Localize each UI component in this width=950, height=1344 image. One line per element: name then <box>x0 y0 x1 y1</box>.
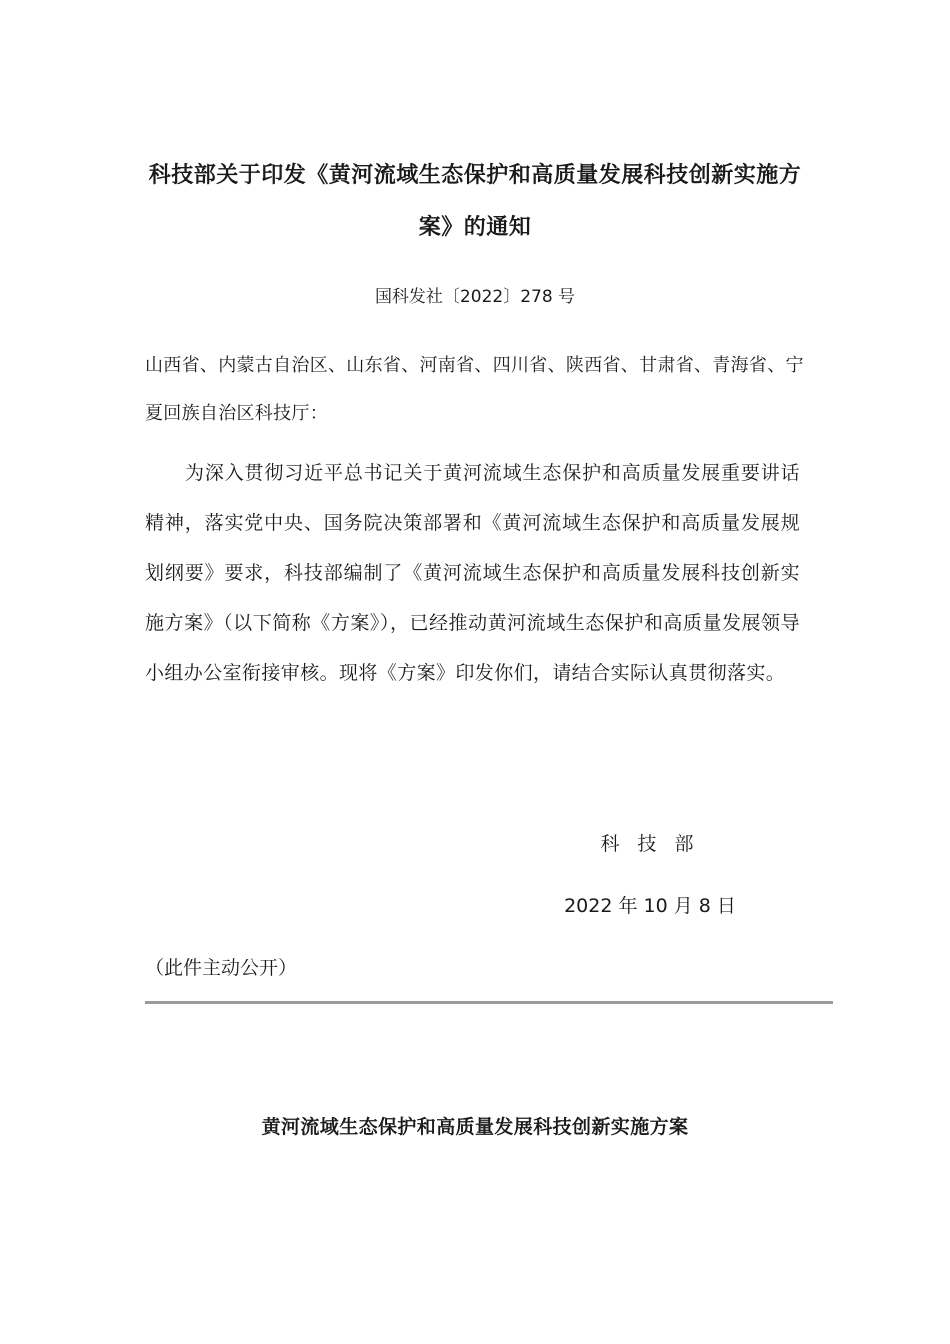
section-divider <box>145 1001 833 1004</box>
recipients-line: 山西省、内蒙古自治区、山东省、河南省、四川省、陕西省、甘肃省、青海省、宁夏回族自治区科技厅： <box>145 355 804 424</box>
issuer-signature: 科 技 部 <box>600 833 700 855</box>
notice-body: 为深入贯彻习近平总书记关于黄河流域生态保护和高质量发展重要讲话精神，落实党中央、国务院决策部署和《黄河流域生态保护和高质量发展规划纲要》要求，科技部编制了《黄河流域生态保护和高质量发展科技创新实施方案》（以下简称《方案》），已经推动黄河流域生态保护和高质量发展领导小组办公室衔接审核。现将《方案》印发你们，请结合实际认真贯彻落实。 <box>145 462 800 684</box>
document-number: 国科发社〔2022〕278 号 <box>374 287 576 307</box>
plan-title: 黄河流域生态保护和高质量发展科技创新实施方案 <box>261 1116 689 1138</box>
public-disclosure-note: （此件主动公开） <box>145 957 298 979</box>
issue-date: 2022 年 10 月 8 日 <box>564 895 736 917</box>
notice-title: 科技部关于印发《黄河流域生态保护和高质量发展科技创新实施方案》的通知 <box>148 163 802 240</box>
